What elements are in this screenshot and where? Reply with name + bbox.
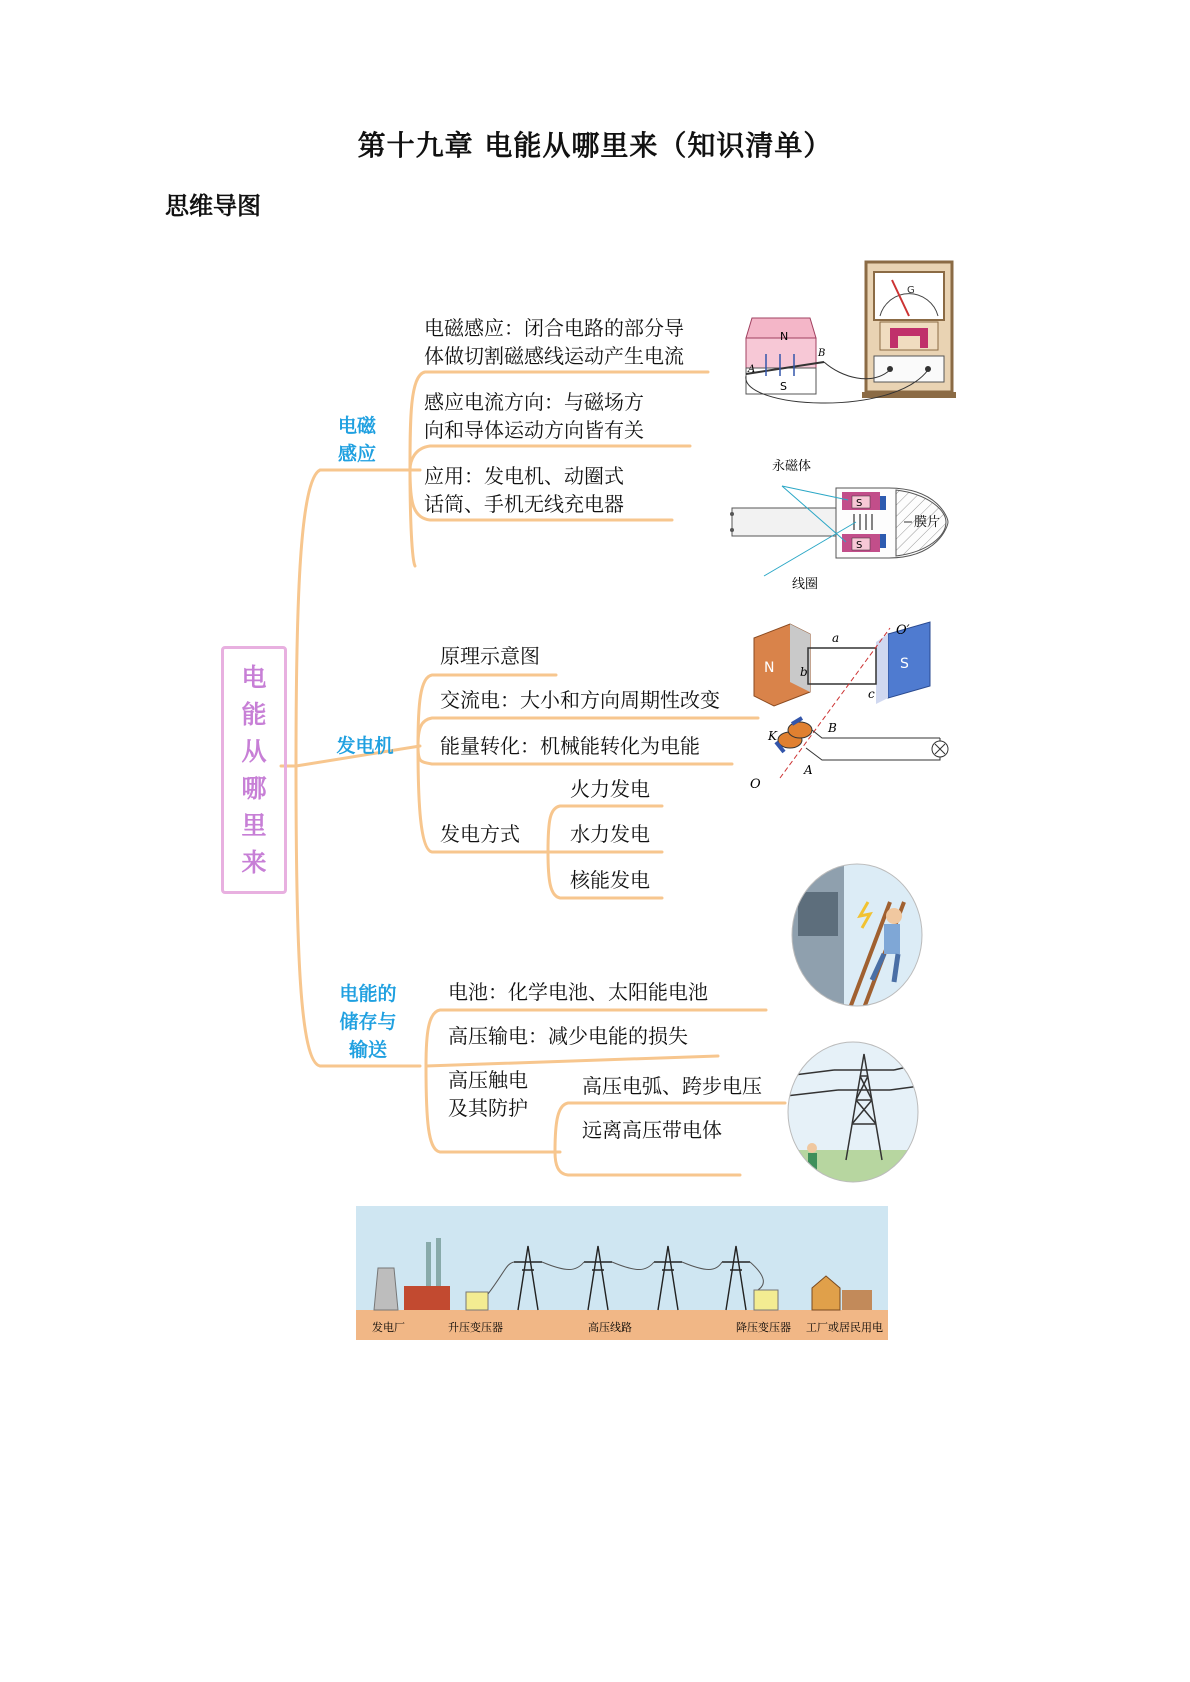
- leaf-energy-conversion: 能量转化：机械能转化为电能: [440, 734, 700, 758]
- s-pole-label: S: [856, 540, 863, 551]
- leaf-hv-arc: 高压电弧、跨步电压: [582, 1074, 762, 1098]
- high-voltage-tower-illustration: [786, 1040, 920, 1184]
- leaf-generation-methods: 发电方式: [440, 822, 520, 846]
- section-heading: 思维导图: [165, 192, 261, 220]
- leaf-line: 电磁感应：闭合电路的部分导: [424, 316, 684, 340]
- strip-label-consumer: 工厂或居民用电: [806, 1321, 883, 1334]
- leaf-applications: [424, 462, 624, 518]
- generator-figure: [740, 618, 960, 794]
- branch-generator: 发电机: [336, 735, 394, 757]
- axis-o-prime-label: O′: [896, 623, 910, 638]
- s-pole-label: S: [900, 656, 909, 672]
- axis-o-label: O: [750, 777, 761, 792]
- leaf-battery: 电池：化学电池、太阳能电池: [448, 980, 708, 1004]
- branch-electromagnetic-induction: [330, 412, 384, 468]
- leaf-alternating-current: 交流电：大小和方向周期性改变: [440, 688, 720, 712]
- leaf-current-direction: [424, 388, 644, 444]
- strip-label-power-plant: 发电厂: [372, 1321, 405, 1334]
- root-char: 哪: [241, 774, 267, 803]
- leaf-keep-away: 远离高压带电体: [582, 1118, 722, 1142]
- leaf-line: 及其防护: [448, 1096, 528, 1120]
- leaf-hv-protection: [448, 1066, 528, 1122]
- mindmap-root: [221, 646, 287, 894]
- branch-label-line: 输送: [348, 1039, 387, 1061]
- strip-label-step-up-transformer: 升压变压器: [448, 1321, 503, 1334]
- root-char: 能: [241, 700, 267, 729]
- meter-letter: G: [907, 285, 915, 296]
- leaf-principle-diagram: 原理示意图: [440, 644, 540, 668]
- branch-storage-transmission: [333, 980, 403, 1064]
- leaf-nuclear-power: 核能发电: [570, 868, 650, 892]
- brush-a-label: A: [804, 763, 813, 777]
- coil-label: 线圈: [792, 577, 819, 592]
- strip-label-step-down-transformer: 降压变压器: [736, 1321, 791, 1334]
- leaf-line: 感应电流方向：与磁场方: [424, 390, 644, 414]
- point-a-label: A: [748, 364, 756, 375]
- branch-label-line: 电能的: [339, 983, 397, 1005]
- root-char: 从: [241, 737, 267, 766]
- brush-b-label: B: [828, 721, 837, 735]
- root-char: 来: [241, 848, 267, 877]
- microphone-figure: [728, 458, 968, 592]
- power-transmission-strip: [356, 1206, 888, 1340]
- side-a-label: a: [832, 631, 840, 645]
- leaf-hv-transmission: 高压输电：减少电能的损失: [448, 1024, 688, 1048]
- leaf-line: 向和导体运动方向皆有关: [424, 418, 644, 442]
- lineman-illustration: [790, 862, 924, 1008]
- side-c-label: c: [868, 687, 875, 701]
- leaf-line: 高压触电: [448, 1068, 528, 1092]
- n-pole-label: N: [764, 660, 775, 676]
- leaf-hydro-power: 水力发电: [570, 822, 650, 846]
- root-char: 里: [241, 811, 267, 840]
- s-pole-label: S: [780, 380, 787, 393]
- branch-label-line: 感应: [337, 443, 376, 465]
- leaf-line: 应用：发电机、动圈式: [424, 464, 624, 488]
- strip-label-high-voltage-line: 高压线路: [588, 1321, 632, 1334]
- s-pole-label: S: [856, 498, 863, 509]
- leaf-thermal-power: 火力发电: [570, 777, 650, 801]
- magnet-label: 永磁体: [772, 459, 812, 474]
- leaf-line: 话筒、手机无线充电器: [424, 492, 624, 516]
- point-b-label: B: [818, 348, 826, 359]
- branch-label-line: 电磁: [337, 415, 376, 437]
- leaf-induction-definition: [424, 314, 684, 370]
- page-title: 第十九章 电能从哪里来（知识清单）: [357, 129, 833, 162]
- galvanometer-figure: [742, 258, 962, 432]
- brush-k-label: K: [768, 729, 777, 743]
- n-pole-label: N: [780, 330, 789, 343]
- leaf-line: 体做切割磁感线运动产生电流: [424, 344, 684, 368]
- side-b-label: b: [800, 665, 808, 679]
- root-char: 电: [241, 663, 267, 692]
- branch-label-line: 储存与: [339, 1011, 397, 1033]
- diaphragm-label: 膜片: [914, 515, 941, 530]
